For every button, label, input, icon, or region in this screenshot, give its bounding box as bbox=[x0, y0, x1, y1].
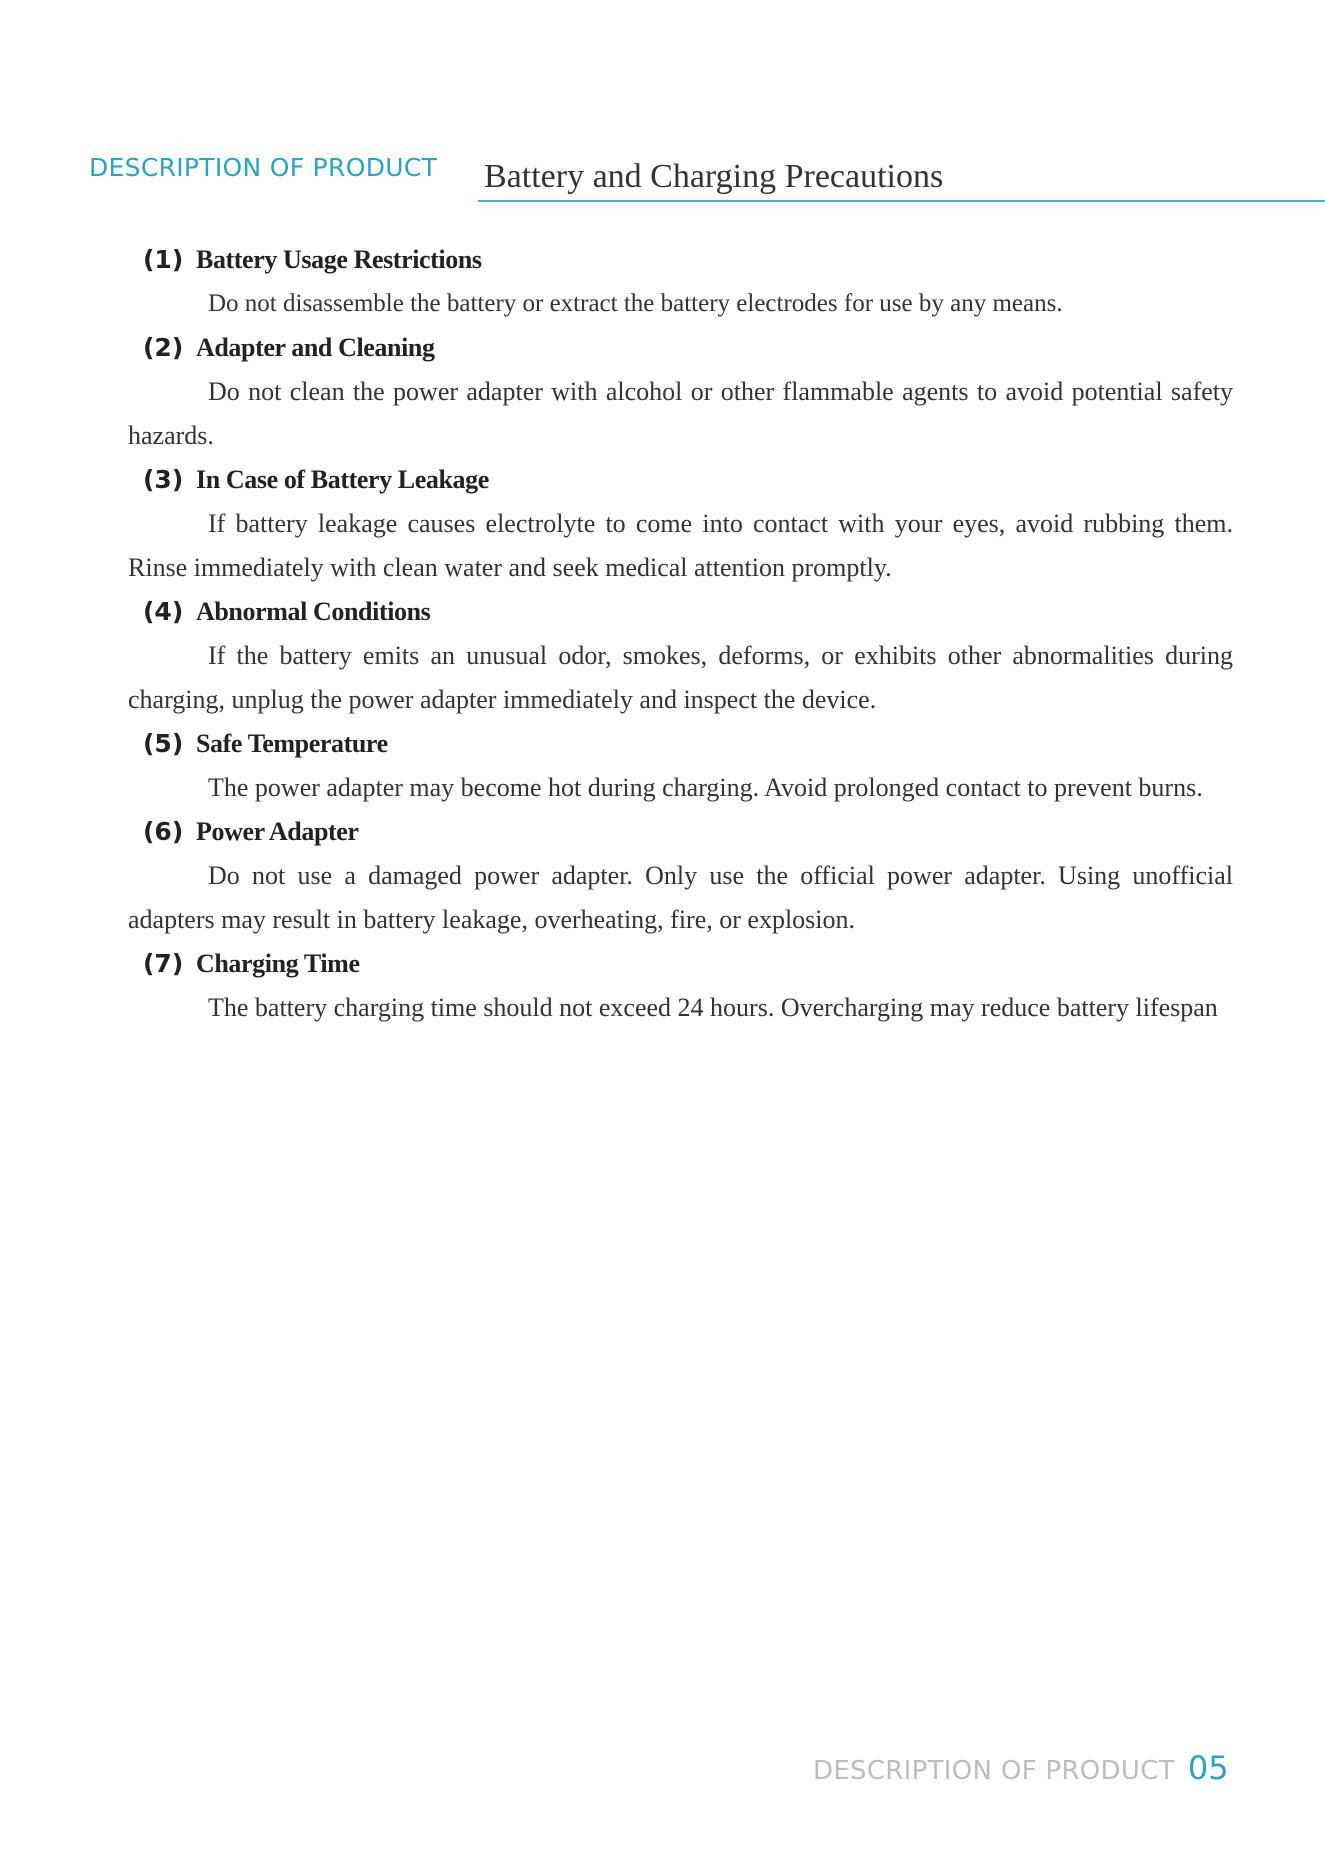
item-number: (3) bbox=[143, 465, 184, 494]
page-number: 05 bbox=[1187, 1749, 1229, 1787]
item-body: If the battery emits an unusual odor, smokes, deforms, or exhibits other abnormalities during charging, unplug the power adapter immediately and inspect the device. bbox=[128, 641, 1233, 714]
item-title: Battery Usage Restrictions bbox=[196, 245, 482, 274]
precautions-list bbox=[128, 238, 1233, 1030]
item-body: The power adapter may become hot during charging. Avoid prolonged contact to prevent burns. bbox=[208, 773, 1203, 802]
item-number: (5) bbox=[143, 729, 184, 758]
item-title: Charging Time bbox=[196, 949, 360, 978]
footer-section-label: DESCRIPTION OF PRODUCT bbox=[813, 1756, 1175, 1786]
header-divider bbox=[478, 200, 1325, 202]
item-heading bbox=[128, 722, 1233, 766]
precaution-item-charging-time bbox=[128, 942, 1233, 1030]
item-number: (4) bbox=[143, 597, 184, 626]
item-heading bbox=[128, 238, 1233, 282]
item-heading bbox=[128, 458, 1233, 502]
item-body: Do not clean the power adapter with alcohol or other flammable agents to avoid potential safety hazards. bbox=[128, 377, 1233, 450]
precaution-item-battery-leakage bbox=[128, 458, 1233, 590]
precaution-item-abnormal-conditions bbox=[128, 590, 1233, 722]
item-number: (1) bbox=[143, 245, 184, 274]
item-body: If battery leakage causes electrolyte to come into contact with your eyes, avoid rubbing them. Rinse immediately with clean water and seek medical attention promptly. bbox=[128, 509, 1233, 582]
precaution-item-power-adapter bbox=[128, 810, 1233, 942]
page-footer bbox=[813, 1749, 1229, 1787]
item-heading bbox=[128, 590, 1233, 634]
page-title: Battery and Charging Precautions bbox=[484, 158, 944, 195]
item-heading bbox=[128, 810, 1233, 854]
item-body: Do not use a damaged power adapter. Only use the official power adapter. Using unofficial adapters may result in battery leakage, overheating, fire, or explosion. bbox=[128, 861, 1233, 934]
item-heading bbox=[128, 326, 1233, 370]
item-number: (6) bbox=[143, 817, 184, 846]
precaution-item-safe-temperature bbox=[128, 722, 1233, 810]
precaution-item-adapter-cleaning bbox=[128, 326, 1233, 458]
item-body: Do not disassemble the battery or extract the battery electrodes for use by any means. bbox=[208, 290, 1063, 317]
item-number: (2) bbox=[143, 333, 184, 362]
item-body: The battery charging time should not exceed 24 hours. Overcharging may reduce battery lifespan bbox=[208, 993, 1218, 1022]
item-title: In Case of Battery Leakage bbox=[196, 465, 489, 494]
item-number: (7) bbox=[143, 949, 184, 978]
item-title: Safe Temperature bbox=[196, 729, 388, 758]
item-title: Adapter and Cleaning bbox=[196, 333, 435, 362]
header-section-label: DESCRIPTION OF PRODUCT bbox=[89, 153, 438, 182]
item-title: Abnormal Conditions bbox=[196, 597, 431, 626]
item-title: Power Adapter bbox=[196, 817, 359, 846]
precaution-item-battery-usage bbox=[128, 238, 1233, 326]
item-heading bbox=[128, 942, 1233, 986]
